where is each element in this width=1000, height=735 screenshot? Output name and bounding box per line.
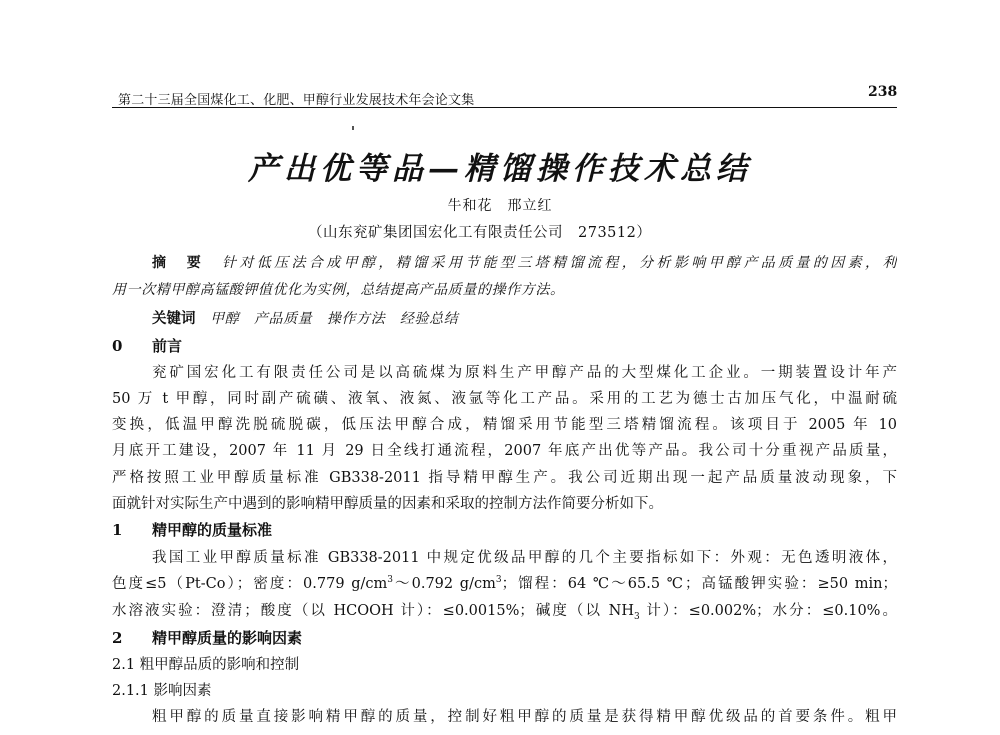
abstract-line-1 — [152, 252, 897, 272]
section-0-line: 兖矿国宏化工有限责任公司是以高硫煤为原料生产甲醇产品的大型煤化工企业。一期装置设计年产 — [152, 365, 897, 381]
section-0-title: 前言 — [152, 337, 183, 355]
abstract-line-2: 用一次精甲醇高锰酸钾值优化为实例，总结提高产品质量的操作方法。 — [112, 282, 565, 298]
section-0-line: 变换，低温甲醇洗脱硫脱碳，低压法甲醇合成，精馏采用节能型三塔精馏流程。该项目于 2005 年 10 — [112, 417, 897, 433]
keywords-line — [152, 307, 897, 328]
article-title: 产出优等品—精馏操作技术总结 — [248, 151, 752, 187]
keywords-text: 甲醇 产品质量 操作方法 经验总结 — [210, 311, 459, 327]
section-0-line: 月底开工建设，2007 年 11 月 29 日全线打通流程，2007 年底产出优等产品。我公司十分重视产品质量， — [112, 443, 897, 459]
section-0-heading — [112, 335, 897, 356]
abstract-label: 摘 要 — [152, 255, 205, 271]
section-1-title: 精甲醇的质量标准 — [152, 521, 273, 539]
keywords-label: 关键词 — [152, 310, 196, 327]
section-2-para-line: 粗甲醇的质量直接影响精甲醇的质量，控制好粗甲醇的质量是获得精甲醇优级品的首要条件。粗甲 — [152, 709, 897, 725]
subsection-2-1-1: 2.1.1 影响因素 — [112, 683, 212, 699]
section-1-heading — [112, 519, 897, 540]
authors: 牛和花 邢立红 — [447, 198, 553, 214]
affiliation: （山东兖矿集团国宏化工有限责任公司 273512） — [308, 225, 652, 241]
section-2-title: 精甲醇质量的影响因素 — [152, 629, 303, 647]
section-1-line: 我国工业甲醇质量标准 GB338-2011 中规定优级品甲醇的几个主要指标如下：外观：无色透明液体， — [152, 550, 897, 566]
running-header: 第二十三届全国煤化工、化肥、甲醇行业发展技术年会论文集 — [118, 93, 475, 108]
section-0-line: 50 万 t 甲醇，同时副产硫磺、液氧、液氮、液氩等化工产品。采用的工艺为德士古加压气化，中温耐硫 — [112, 391, 897, 407]
section-2-heading — [112, 627, 897, 648]
section-1-number: 1 — [112, 521, 123, 539]
section-0-number: 0 — [112, 337, 123, 355]
section-0-line: 面就针对实际生产中遇到的影响精甲醇质量的因素和采取的控制方法作简要分析如下。 — [112, 496, 663, 512]
abstract-text-1: 针对低压法合成甲醇，精馏采用节能型三塔精馏流程，分析影响甲醇产品质量的因素，利 — [221, 255, 897, 271]
page-number: 238 — [868, 84, 898, 100]
section-1-line: 水溶液实验：澄清；酸度（以 HCOOH 计）：≤0.0015%；碱度（以 $NH_3$ 计）：≤0.002%；水分：≤0.10%。 — [112, 603, 897, 620]
scan-speck — [352, 126, 354, 130]
section-2-number: 2 — [112, 629, 123, 647]
subsection-2-1: 2.1 粗甲醇品质的影响和控制 — [112, 657, 300, 673]
header-rule — [112, 107, 897, 108]
section-0-line: 严格按照工业甲醇质量标准 GB338-2011 指导精甲醇生产。我公司近期出现一起产品质量波动现象，下 — [112, 470, 897, 486]
section-1-line: 色度≤5（Pt-Co）；密度：0.779 $g/cm^3\sim 0.792$ $g/cm^3$；馏程：64 ℃～65.5 ℃；高锰酸钾实验：≥50 min； — [112, 575, 897, 592]
